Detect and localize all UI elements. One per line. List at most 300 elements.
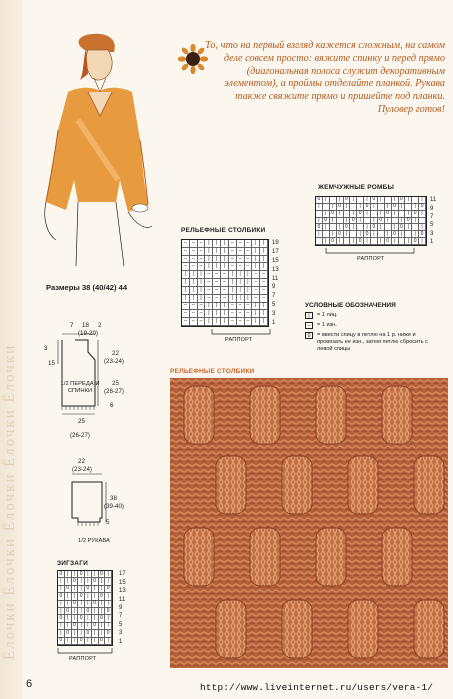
chart-cell: | — [399, 218, 406, 225]
row-number: 3 — [272, 310, 276, 317]
intro-quote: То, что на первый взгляд кажется сложным, на самом деле совсем просто: вяжите спинку и перед прямо (диагональная полоса служит декоративным элементом), а проймы отделайте планкой. Рукава также свяжите прямо и пришейте под планки. Пуловер готов! — [205, 40, 445, 115]
chart-reliefnye — [181, 239, 296, 349]
chart-cell: – — [213, 287, 221, 295]
row-numbers-reliefnye — [272, 239, 292, 327]
row-number: 1 — [430, 238, 434, 245]
chart-cell: | — [237, 295, 245, 303]
meas-front-top-right: 2 — [98, 322, 102, 329]
chart-cell: | — [182, 279, 190, 287]
chart-cell: 0 — [364, 231, 371, 238]
chart-cell: | — [237, 287, 245, 295]
meas-front-bottom: 25 — [78, 418, 85, 425]
row-number: 17 — [119, 571, 126, 578]
chart-cell: | — [323, 197, 330, 204]
chart-cell: – — [198, 240, 206, 248]
chart-cell: | — [337, 211, 344, 218]
chart-zhemchuzhnye — [315, 196, 450, 274]
chart-cell: | — [205, 263, 213, 271]
chart-cell: | — [245, 287, 253, 295]
chart-cell: – — [221, 287, 229, 295]
legend-symbol: 0 — [305, 332, 313, 339]
chart-cell: – — [213, 295, 221, 303]
chart-cell: | — [229, 271, 237, 279]
row-number: 5 — [430, 222, 434, 229]
chart-cell: – — [245, 240, 253, 248]
chart-cell: 0 — [337, 204, 344, 211]
chart-cell — [323, 231, 330, 238]
chart-cell: – — [205, 287, 213, 295]
meas-front-left: 3 — [44, 345, 48, 352]
chart-cell: | — [221, 303, 229, 311]
chart-cell: | — [72, 608, 79, 615]
chart-cell: | — [72, 586, 79, 593]
chart-cell: – — [229, 263, 237, 271]
chart-grid-zigzagi — [57, 570, 113, 646]
chart-cell: – — [252, 279, 260, 287]
row-number: 1 — [119, 638, 123, 645]
meas-sleeve-top: 22 — [78, 458, 85, 465]
chart-cell: – — [190, 263, 198, 271]
chart-cell: 0 — [78, 615, 85, 622]
chart-cell: – — [198, 303, 206, 311]
chart-cell — [385, 197, 392, 204]
row-number: 15 — [119, 579, 126, 586]
chart-cell: | — [190, 287, 198, 295]
row-number: 11 — [430, 197, 437, 204]
chart-cell: – — [221, 295, 229, 303]
chart-cell: 0 — [85, 608, 92, 615]
chart-cell: 0 — [399, 224, 406, 231]
meas-front-left2: 15 — [48, 360, 55, 367]
chart-cell: | — [405, 197, 412, 204]
chart-cell — [316, 238, 323, 245]
chart-cell: | — [105, 638, 112, 645]
chart-cell: – — [229, 248, 237, 256]
chart-cell: | — [221, 310, 229, 318]
chart-cell: 0 — [316, 224, 323, 231]
chart-cell: | — [92, 593, 99, 600]
chart-cell: | — [198, 271, 206, 279]
chart-cell: | — [252, 263, 260, 271]
chart-cell: | — [392, 224, 399, 231]
chart-cell: | — [72, 638, 79, 645]
chart-cell: 0 — [371, 197, 378, 204]
chart-cell: | — [260, 263, 268, 271]
chart-cell: | — [229, 295, 237, 303]
pattern-sleeve-label: 1/2 РУКАВА — [78, 538, 110, 544]
chart-cell: | — [58, 608, 65, 615]
chart-cell: – — [237, 240, 245, 248]
row-number: 3 — [430, 230, 434, 237]
chart-cell: | — [65, 578, 72, 585]
chart-cell: – — [229, 240, 237, 248]
row-number: 17 — [272, 249, 279, 256]
chart-cell: | — [190, 295, 198, 303]
chart-cell: 0 — [419, 231, 426, 238]
chart-cell: | — [205, 303, 213, 311]
chart-cell: 0 — [65, 630, 72, 637]
chart-cell: | — [337, 238, 344, 245]
chart-cell: | — [237, 271, 245, 279]
chart-cell: 0 — [72, 601, 79, 608]
chart-cell: | — [364, 224, 371, 231]
chart-cell: 0 — [65, 586, 72, 593]
chart-cell: | — [350, 224, 357, 231]
chart-cell: – — [182, 303, 190, 311]
chart-cell: – — [237, 263, 245, 271]
chart-cell: – — [245, 248, 253, 256]
chart-cell: 0 — [330, 238, 337, 245]
sizes-label: Размеры 38 (40/42) 44 — [46, 283, 128, 292]
chart-cell: | — [252, 318, 260, 326]
chart-cell: | — [58, 601, 65, 608]
chart-cell: | — [252, 248, 260, 256]
chart-cell: 0 — [85, 586, 92, 593]
legend-item — [305, 332, 450, 353]
chart-grid-reliefnye — [181, 239, 269, 327]
chart-cell: 0 — [316, 197, 323, 204]
chart-cell: 0 — [412, 211, 419, 218]
legend-item — [305, 322, 450, 329]
chart-cell: – — [245, 263, 253, 271]
chart-cell: | — [419, 211, 426, 218]
chart-cell: | — [357, 204, 364, 211]
chart-cell: 0 — [58, 638, 65, 645]
chart-cell: | — [92, 615, 99, 622]
chart-cell: | — [323, 211, 330, 218]
row-number: 9 — [430, 205, 434, 212]
chart-cell: | — [344, 231, 351, 238]
chart-cell: | — [92, 638, 99, 645]
row-numbers-zigzagi — [119, 570, 137, 646]
chart-title-zigzagi: ЗИГЗАГИ — [57, 560, 88, 567]
chart-cell: – — [190, 303, 198, 311]
chart-cell: | — [105, 601, 112, 608]
legend-text: = 1 лиц. — [317, 312, 338, 318]
chart-cell — [330, 197, 337, 204]
chart-cell: | — [392, 197, 399, 204]
chart-cell: | — [85, 571, 92, 578]
chart-cell: | — [65, 571, 72, 578]
meas-front-right2: 25 — [112, 380, 119, 387]
chart-cell: | — [65, 593, 72, 600]
chart-cell: | — [78, 608, 85, 615]
row-number: 1 — [272, 319, 276, 326]
chart-cell: 0 — [92, 623, 99, 630]
chart-cell: 0 — [78, 593, 85, 600]
chart-cell: 0 — [371, 224, 378, 231]
chart-cell: 0 — [330, 211, 337, 218]
chart-cell: | — [99, 623, 106, 630]
row-number: 13 — [119, 588, 126, 595]
chart-cell — [378, 204, 385, 211]
legend-symbol: – — [305, 322, 313, 329]
chart-cell: | — [198, 295, 206, 303]
knitted-swatch-photo — [170, 378, 448, 668]
chart-cell: – — [205, 271, 213, 279]
chart-cell: 0 — [58, 571, 65, 578]
chart-cell: | — [72, 593, 79, 600]
row-number: 11 — [119, 596, 126, 603]
chart-cell: | — [58, 586, 65, 593]
chart-cell: | — [378, 211, 385, 218]
chart-cell: – — [205, 295, 213, 303]
chart-cell: 0 — [364, 204, 371, 211]
chart-cell: | — [364, 197, 371, 204]
chart-cell: | — [405, 224, 412, 231]
row-number: 19 — [272, 240, 279, 247]
chart-cell: 0 — [405, 218, 412, 225]
chart-cell: | — [198, 287, 206, 295]
meas-sleeve-right: 38 — [110, 495, 117, 502]
chart-cell: – — [182, 240, 190, 248]
chart-cell: | — [399, 204, 406, 211]
chart-cell: – — [182, 263, 190, 271]
chart-cell: | — [221, 263, 229, 271]
row-number: 7 — [430, 213, 434, 220]
chart-cell — [385, 224, 392, 231]
chart-cell: 0 — [65, 608, 72, 615]
meas-sleeve-right3: 5 — [106, 519, 110, 526]
page-spine — [0, 0, 22, 699]
chart-cell: | — [371, 218, 378, 225]
chart-cell: | — [190, 279, 198, 287]
chart-cell: | — [78, 586, 85, 593]
chart-cell: | — [260, 248, 268, 256]
chart-cell: | — [316, 231, 323, 238]
chart-cell: | — [371, 204, 378, 211]
chart-cell: 0 — [78, 638, 85, 645]
chart-cell: 0 — [99, 638, 106, 645]
chart-cell: | — [419, 238, 426, 245]
chart-cell: | — [213, 263, 221, 271]
chart-cell: | — [260, 318, 268, 326]
chart-cell: | — [412, 204, 419, 211]
chart-cell: 0 — [72, 578, 79, 585]
chart-cell: | — [105, 615, 112, 622]
meas-front-top-mid2: (19-20) — [78, 330, 98, 337]
pattern-front-label: 1/2 ПЕРЕДА И СПИНКИ — [60, 381, 100, 394]
chart-cell: – — [190, 240, 198, 248]
chart-cell: | — [92, 630, 99, 637]
chart-cell: | — [78, 623, 85, 630]
chart-cell: | — [260, 240, 268, 248]
chart-cell — [392, 218, 399, 225]
chart-cell: | — [385, 204, 392, 211]
chart-cell: – — [245, 303, 253, 311]
row-number: 5 — [272, 302, 276, 308]
meas-front-right1: 22 — [112, 350, 119, 357]
chart-cell: | — [85, 615, 92, 622]
rapport-bracket-zhemchuzhnye — [325, 248, 415, 254]
meas-sleeve-right2: (39-40) — [104, 503, 124, 510]
chart-cell: 0 — [58, 615, 65, 622]
meas-front-bottom2: (26-27) — [70, 432, 90, 439]
chart-cell: – — [205, 279, 213, 287]
rapport-label-reliefnye: РАППОРТ — [225, 337, 253, 343]
chart-cell: | — [213, 248, 221, 256]
chart-cell: | — [182, 271, 190, 279]
chart-cell — [378, 231, 385, 238]
chart-cell: | — [405, 211, 412, 218]
chart-cell: | — [221, 240, 229, 248]
chart-cell: | — [65, 638, 72, 645]
chart-cell: | — [205, 318, 213, 326]
chart-cell: | — [412, 218, 419, 225]
chart-cell: | — [378, 224, 385, 231]
chart-cell: | — [357, 231, 364, 238]
chart-cell: 0 — [385, 238, 392, 245]
chart-cell: 0 — [99, 571, 106, 578]
chart-cell: – — [229, 303, 237, 311]
chart-cell: | — [213, 303, 221, 311]
chart-cell: | — [350, 197, 357, 204]
chart-cell: – — [252, 295, 260, 303]
meas-front-right3: 6 — [110, 402, 114, 409]
row-number: 9 — [272, 284, 276, 291]
chart-cell: – — [221, 271, 229, 279]
chart-cell: | — [58, 630, 65, 637]
chart-cell: 0 — [378, 218, 385, 225]
legend-symbol: | — [305, 312, 313, 319]
rapport-label-zigzagi: РАППОРТ — [69, 656, 97, 662]
chart-cell: 0 — [337, 231, 344, 238]
chart-cell: | — [58, 623, 65, 630]
chart-cell: | — [323, 238, 330, 245]
chart-cell: | — [260, 310, 268, 318]
chart-cell: – — [213, 279, 221, 287]
chart-cell: | — [182, 295, 190, 303]
chart-cell: | — [85, 638, 92, 645]
chart-cell: – — [190, 256, 198, 264]
chart-cell — [337, 218, 344, 225]
legend-item — [305, 312, 450, 319]
chart-cell — [330, 224, 337, 231]
row-number: 13 — [272, 266, 279, 273]
chart-cell: | — [330, 218, 337, 225]
chart-cell: – — [198, 256, 206, 264]
chart-cell: | — [364, 211, 371, 218]
chart-cell: – — [260, 279, 268, 287]
chart-cell: | — [72, 615, 79, 622]
chart-cell: | — [213, 256, 221, 264]
chart-cell: | — [72, 571, 79, 578]
row-number: 5 — [119, 621, 123, 628]
chart-cell: | — [260, 256, 268, 264]
chart-cell: 0 — [105, 630, 112, 637]
chart-cell: 0 — [350, 218, 357, 225]
chart-cell — [344, 238, 351, 245]
chart-cell: | — [92, 571, 99, 578]
chart-cell: | — [105, 578, 112, 585]
chart-cell: – — [198, 263, 206, 271]
chart-cell: | — [213, 240, 221, 248]
chart-cell: – — [221, 279, 229, 287]
page-number: 6 — [26, 678, 33, 690]
chart-cell: | — [221, 256, 229, 264]
chart-cell: | — [92, 586, 99, 593]
chart-cell: | — [205, 240, 213, 248]
chart-cell: | — [105, 571, 112, 578]
chart-cell: | — [245, 271, 253, 279]
chart-cell: | — [65, 601, 72, 608]
chart-cell: 0 — [85, 630, 92, 637]
chart-cell: 0 — [323, 218, 330, 225]
chart-cell: | — [78, 601, 85, 608]
chart-cell: 0 — [392, 231, 399, 238]
chart-cell: | — [92, 608, 99, 615]
chart-cell: | — [85, 623, 92, 630]
chart-cell: | — [337, 197, 344, 204]
chart-cell: | — [378, 197, 385, 204]
chart-cell: | — [229, 279, 237, 287]
chart-cell: – — [190, 318, 198, 326]
chart-cell: – — [260, 295, 268, 303]
chart-cell: – — [213, 271, 221, 279]
chart-cell: 0 — [92, 578, 99, 585]
chart-cell: 0 — [58, 593, 65, 600]
chart-cell: | — [419, 224, 426, 231]
fashion-illustration — [28, 30, 173, 270]
chart-cell: | — [205, 256, 213, 264]
row-number: 11 — [272, 275, 279, 282]
chart-cell: | — [105, 623, 112, 630]
chart-cell: 0 — [105, 586, 112, 593]
chart-cell: | — [105, 593, 112, 600]
chart-cell: | — [252, 256, 260, 264]
chart-cell: | — [99, 630, 106, 637]
legend-title: УСЛОВНЫЕ ОБОЗНАЧЕНИЯ — [305, 302, 396, 309]
chart-cell: – — [182, 318, 190, 326]
rapport-bracket-reliefnye — [211, 329, 271, 335]
chart-cell: – — [252, 271, 260, 279]
legend-text: = 1 изн. — [317, 322, 337, 328]
chart-cell: | — [385, 231, 392, 238]
chart-cell: – — [229, 256, 237, 264]
chart-cell: – — [245, 256, 253, 264]
chart-cell: – — [229, 318, 237, 326]
chart-cell: | — [65, 615, 72, 622]
meas-sleeve-top2: (23-24) — [72, 466, 92, 473]
chart-cell: | — [245, 279, 253, 287]
chart-cell: 0 — [72, 623, 79, 630]
chart-cell: | — [357, 218, 364, 225]
chart-cell: | — [344, 204, 351, 211]
chart-cell: | — [252, 303, 260, 311]
chart-cell: 0 — [92, 601, 99, 608]
chart-cell: | — [85, 593, 92, 600]
meas-front-top-left: 7 — [70, 322, 74, 329]
chart-cell: | — [378, 238, 385, 245]
source-url[interactable]: http://www.liveinternet.ru/users/vera-1/ — [200, 682, 434, 693]
row-number: 7 — [272, 293, 276, 300]
chart-cell: – — [190, 310, 198, 318]
chart-cell: | — [221, 248, 229, 256]
chart-cell: – — [237, 310, 245, 318]
chart-cell: – — [245, 310, 253, 318]
sunflower-icon — [178, 44, 208, 74]
chart-cell: | — [323, 224, 330, 231]
chart-cell: | — [229, 287, 237, 295]
chart-cell: | — [85, 578, 92, 585]
chart-cell: | — [99, 608, 106, 615]
chart-cell: – — [245, 318, 253, 326]
chart-cell: – — [182, 248, 190, 256]
meas-front-right2b: (26-27) — [104, 388, 124, 395]
chart-cell: | — [78, 630, 85, 637]
chart-cell: – — [182, 256, 190, 264]
chart-cell: | — [252, 310, 260, 318]
